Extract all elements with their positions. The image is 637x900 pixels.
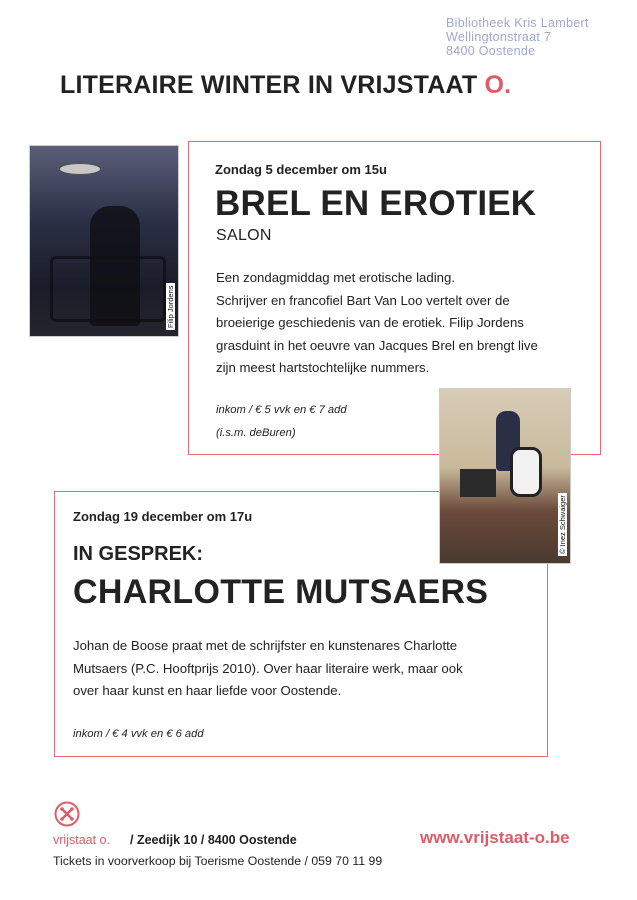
photo-dog-shape bbox=[510, 447, 542, 497]
website-link[interactable]: www.vrijstaat-o.be bbox=[420, 828, 570, 847]
library-stamp bbox=[446, 16, 589, 58]
stamp-line-2: Wellingtonstraat 7 bbox=[446, 30, 552, 44]
stamp-line-1: Bibliotheek Kris Lambert bbox=[446, 16, 589, 30]
description-line: broeierige geschiedenis van de erotiek. Filip Jordens bbox=[216, 315, 524, 330]
event-price: inkom / € 5 vvk en € 7 add bbox=[216, 404, 347, 416]
title-main: LITERAIRE WINTER IN VRIJSTAAT bbox=[60, 71, 478, 99]
stamp-line-3: 8400 Oostende bbox=[446, 44, 536, 58]
event-partner: (i.s.m. deBuren) bbox=[216, 427, 296, 439]
event-date: Zondag 19 december om 17u bbox=[73, 509, 253, 524]
event-description bbox=[216, 267, 588, 380]
footer-brand: vrijstaat o. bbox=[53, 833, 110, 847]
title-accent: O. bbox=[477, 71, 512, 99]
event-subtitle: SALON bbox=[216, 227, 272, 244]
event-price: inkom / € 4 vvk en € 6 add bbox=[73, 728, 204, 740]
footer-tickets: Tickets in voorverkoop bij Toerisme Oostende / 059 70 11 99 bbox=[53, 854, 383, 868]
event-description bbox=[73, 635, 543, 703]
photo-person-shape bbox=[90, 206, 140, 326]
vrijstaat-logo-icon bbox=[54, 801, 80, 827]
event-title: BREL EN EROTIEK bbox=[215, 184, 537, 223]
description-line: Mutsaers (P.C. Hooftprijs 2010). Over haar literaire werk, maar ook bbox=[73, 660, 463, 676]
description-line: zijn meest hartstochtelijke nummers. bbox=[216, 360, 430, 375]
event-title: CHARLOTTE MUTSAERS bbox=[73, 573, 489, 611]
description-line: over haar kunst en haar liefde voor Oostende. bbox=[73, 683, 342, 698]
description-line: Schrijver en francofiel Bart Van Loo vertelt over de bbox=[216, 292, 510, 308]
photo-mutsaers bbox=[439, 388, 571, 564]
description-line: grasduint in het oeuvre van Jacques Brel en brengt live bbox=[216, 337, 538, 353]
description-line: Johan de Boose praat met de schrijfster en kunstenares Charlotte bbox=[73, 638, 458, 653]
photo-lamp-shape bbox=[60, 164, 100, 174]
footer-address: / Zeedijk 10 / 8400 Oostende bbox=[130, 833, 297, 847]
event-date: Zondag 5 december om 15u bbox=[215, 162, 387, 177]
event-label: IN GESPREK: bbox=[73, 543, 204, 565]
photo-credit: © Inez Schwaiger bbox=[558, 495, 567, 554]
photo-filip-jordens bbox=[29, 145, 179, 337]
description-line: Een zondagmiddag met erotische lading. bbox=[216, 270, 455, 285]
photo-bench-shape bbox=[460, 469, 496, 497]
page-title bbox=[60, 71, 511, 100]
photo-credit: Filip Jordens bbox=[166, 285, 175, 328]
